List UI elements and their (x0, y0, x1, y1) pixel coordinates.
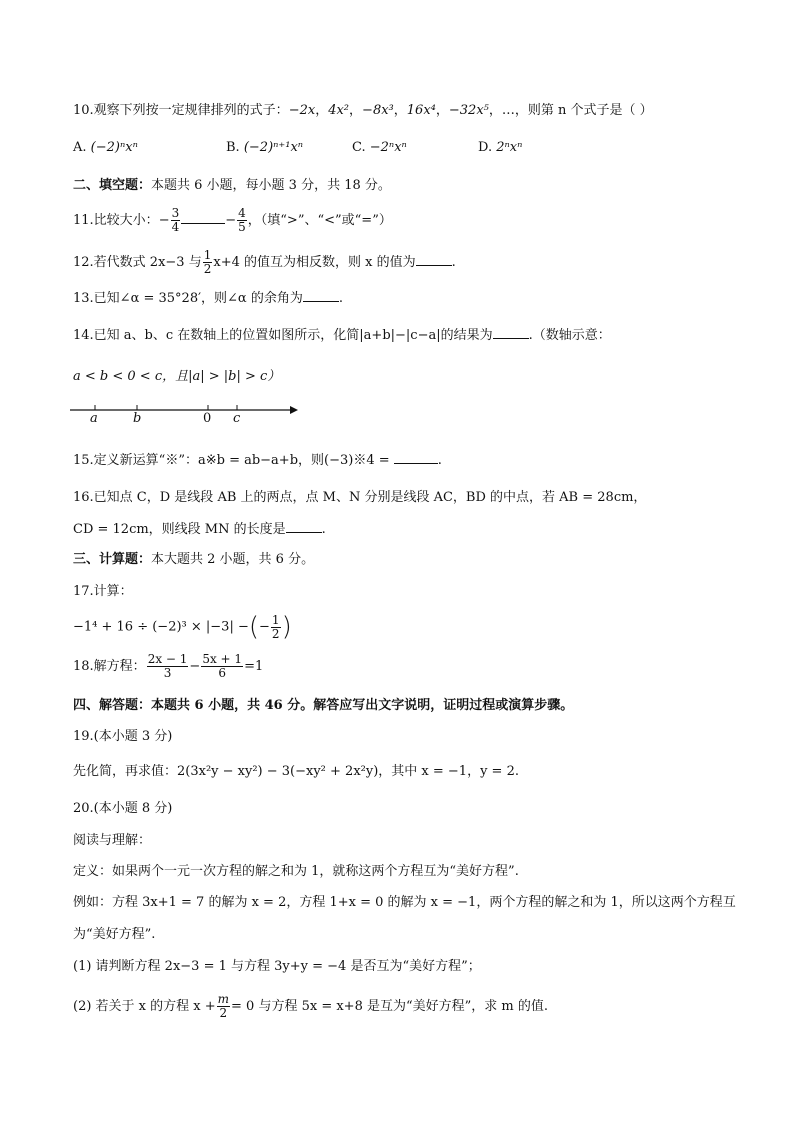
section2-heading (73, 176, 391, 196)
q18-line: 18.解方程： $\frac{2x - 1}{3}$ − $\frac{5x + 1}{6}$ =1 (73, 652, 264, 680)
q10-seq-2: 4x² (328, 103, 350, 118)
q10-option-a[interactable] (73, 140, 138, 155)
q18-prefix: 18.解方程： (73, 659, 146, 674)
q10-seq-3: −8x³ (362, 103, 394, 118)
q20-title: 20.(本小题 8 分) (73, 801, 173, 816)
option-d-expr: 2ⁿxⁿ (496, 140, 523, 155)
q13-answer-blank[interactable] (303, 289, 339, 302)
q20-subtitle: 阅读与理解： (73, 833, 152, 848)
section3-desc: 本大题共 2 小题，共 6 分。 (151, 552, 315, 567)
number-line (70, 400, 310, 420)
section3-heading (73, 550, 314, 570)
axis-label-b: b (133, 411, 142, 426)
q17-fraction: $\frac{1}{2}$ (271, 612, 280, 641)
q12-answer-blank[interactable] (416, 253, 452, 266)
q14-condition: a < b < 0 < c，且|a| > |b| > c） (73, 369, 281, 384)
q10-seq-4: 16x⁴ (406, 103, 436, 118)
q13-text: 13.已知∠α = 35°28′，则∠α 的余角为 (73, 291, 303, 306)
q10-stem-line: 10.观察下列按一定规律排列的式子：−2x，4x²，−8x³，16x⁴，−32x⁵，…，则第 n 个式子是（ ） (73, 103, 653, 118)
option-a-expr: (−2)ⁿxⁿ (90, 140, 138, 155)
axis-label-c: c (233, 411, 241, 426)
q11-fraction-2: $\frac{4}{5}$ (238, 206, 246, 234)
q14-text: 14.已知 a、b、c 在数轴上的位置如图所示，化简|a+b|−|c−a|的结果为 (73, 328, 493, 343)
section2-desc: 本题共 6 小题，每小题 3 分，共 18 分。 (151, 178, 391, 193)
option-c-key: C. (352, 140, 366, 155)
section4-label: 四、解答题： (73, 698, 152, 713)
q10-seq-6: … (501, 103, 515, 118)
section2-label: 二、填空题： (73, 178, 152, 193)
q16-answer-blank[interactable] (286, 520, 322, 533)
option-b-expr: (−2)ⁿ⁺¹xⁿ (243, 140, 304, 155)
q17-expr-a: −1⁴ + 16 ÷ (−2)³ × |−3| − (73, 619, 249, 635)
q10-seq-1: −2x (288, 103, 316, 118)
q10-seq-5: −32x⁵ (448, 103, 489, 118)
q11-line: 11.比较大小：− $\frac{3}{4}$ − $\frac{4}{5}$ ，（填“>”、“<”或“=”） (73, 206, 392, 234)
option-d-key: D. (478, 140, 493, 155)
q11-suffix: ，（填“>”、“<”或“=”） (247, 213, 392, 228)
q13-line: 13.已知∠α = 35°28′，则∠α 的余角为 . (73, 291, 343, 306)
q20-fraction: $\frac{m}{2}$ (217, 992, 230, 1020)
q17-title: 17.计算： (73, 584, 133, 599)
q11-answer-blank[interactable] (181, 211, 225, 224)
q20-p2-post: = 0 与方程 5x = x+8 是互为“美好方程”，求 m 的值. (231, 999, 548, 1014)
axis-label-a: a (90, 411, 98, 426)
q12-prefix: 12.若代数式 2x−3 与 (73, 255, 202, 270)
option-a-key: A. (73, 140, 87, 155)
q16-line-1: 16.已知点 C，D 是线段 AB 上的两点，点 M、N 分别是线段 AC，BD 的中点，若 AB = 28cm， (73, 490, 647, 505)
q16-text: CD = 12cm，则线段 MN 的长度是 (73, 522, 286, 537)
q14-end: .（数轴示意： (528, 328, 611, 343)
q16-line-2: CD = 12cm，则线段 MN 的长度是 . (73, 522, 326, 537)
q18-fraction-2: $\frac{5x + 1}{6}$ (202, 652, 243, 680)
section4-desc: 本题共 6 小题，共 46 分。解答应写出文字说明，证明过程或演算步骤。 (151, 698, 574, 713)
q10-option-b[interactable] (226, 140, 303, 155)
q12-line: 12.若代数式 2x−3 与 $\frac{1}{2}$ x+4 的值互为相反数，则 x 的值为 . (73, 248, 456, 276)
q15-text: 15.定义新运算“※”：a※b = ab−a+b，则(−3)※4 = (73, 453, 394, 468)
q15-line: 15.定义新运算“※”：a※b = ab−a+b，则(−3)※4 = . (73, 453, 442, 468)
q20-example-2: 为“美好方程”. (73, 927, 156, 942)
q10-option-d[interactable] (478, 140, 522, 155)
q15-answer-blank[interactable] (394, 451, 438, 464)
option-b-key: B. (226, 140, 240, 155)
q20-example-1: 例如：方程 3x+1 = 7 的解为 x = 2，方程 1+x = 0 的解为 x = −1，两个方程的解之和为 1，所以这两个方程互 (73, 895, 736, 910)
q10-stem: 10.观察下列按一定规律排列的式子： (73, 103, 289, 118)
q14-answer-blank[interactable] (493, 326, 529, 339)
q18-fraction-1: $\frac{2x - 1}{3}$ (147, 652, 188, 680)
q10-tail: ，则第 n 个式子是（ ） (514, 103, 653, 118)
q10-option-c[interactable] (352, 140, 407, 155)
q17-expression: −1⁴ + 16 ÷ (−2)³ × |−3| −(− $\frac{1}{2}$ ) (73, 612, 292, 642)
section3-label: 三、计算题： (73, 552, 152, 567)
q14-line (73, 326, 611, 346)
q11-fraction-1: $\frac{3}{4}$ (171, 206, 180, 234)
q20-p2-pre: (2) 若关于 x 的方程 x + (73, 999, 216, 1014)
q12-mid: x+4 的值互为相反数，则 x 的值为 (213, 255, 416, 270)
q20-part-2 (73, 992, 548, 1022)
q20-definition: 定义：如果两个一元一次方程的解之和为 1，就称这两个方程互为“美好方程”. (73, 864, 519, 879)
q11-prefix: 11.比较大小： (73, 213, 159, 228)
arrow-icon (290, 406, 298, 414)
axis-label-0: 0 (203, 411, 212, 426)
option-c-expr: −2ⁿxⁿ (369, 140, 407, 155)
section4-heading (73, 696, 573, 716)
q19-title: 19.(本小题 3 分) (73, 729, 173, 744)
q12-fraction: $\frac{1}{2}$ (203, 248, 212, 276)
q20-part-1: (1) 请判断方程 2x−3 = 1 与方程 3y+y = −4 是否互为“美好方程”； (73, 959, 481, 974)
q19-text: 先化简，再求值：2(3x²y − xy²) − 3(−xy² + 2x²y)，其中 x = −1，y = 2. (73, 764, 519, 779)
